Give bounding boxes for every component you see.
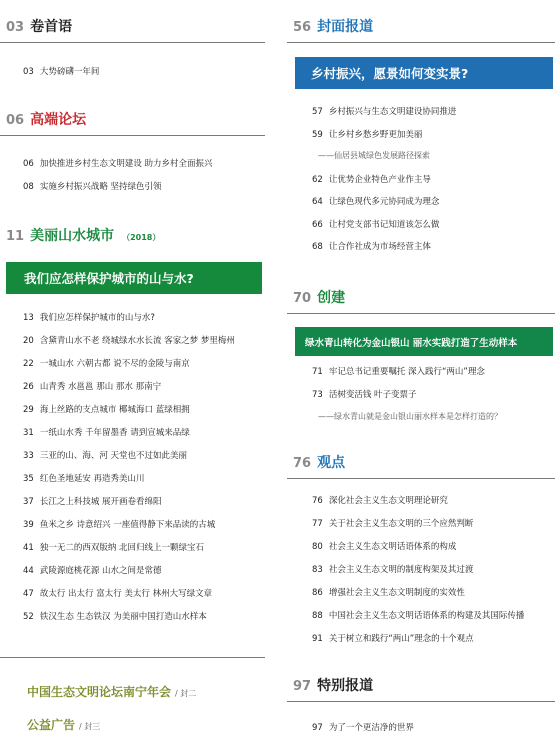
toc-item-title: 一城山水 六朝古都 说不尽的金陵与南京 (39, 359, 190, 369)
toc-item[interactable] (23, 426, 190, 438)
toc-item-title: 故太行 出太行 富太行 美太行 林州大写绿文章 (39, 589, 213, 599)
section-number: 56 (293, 20, 312, 35)
toc-item[interactable] (23, 587, 212, 599)
toc-item-title: 让乡村乡愁乡野更加美丽 (328, 129, 423, 140)
toc-item-title: 社会主义生态文明话语体系的构成 (328, 542, 457, 552)
toc-page-number: 86 (312, 588, 323, 598)
section-title: 特别报道 (317, 678, 374, 694)
toc-item-title: 中国社会主义生态文明话语体系的构建及其国际传播 (328, 611, 525, 621)
toc-page-number: 20 (23, 336, 34, 346)
toc-item[interactable] (23, 334, 235, 346)
toc-item[interactable] (23, 472, 145, 484)
section-title: 高端论坛 (30, 112, 87, 128)
section-head-cover (293, 16, 373, 36)
section-number: 76 (293, 456, 312, 471)
toc-item-title: 鱼米之乡 诗意绍兴 一座值得静下来品读的古城 (39, 520, 216, 530)
toc-page-number: 64 (312, 197, 323, 207)
toc-item[interactable] (312, 240, 431, 252)
toc-page-number: 76 (312, 496, 323, 506)
toc-item[interactable] (312, 128, 422, 140)
section-rule (287, 478, 555, 479)
toc-page-number: 29 (23, 405, 34, 415)
toc-item[interactable]: 06 加快推进乡村生态文明建设 助力乡村全面振兴 (23, 159, 213, 169)
toc-page-number: 66 (312, 219, 323, 230)
toc-item[interactable] (23, 564, 162, 576)
toc-page-number: 31 (23, 428, 34, 438)
toc-item-title: 让优势企业特色产业作主导 (328, 174, 431, 185)
create-banner: 绿水青山转化为金山银山 丽水实践打造了生动样本 (295, 327, 553, 356)
toc-page-number: 39 (23, 520, 34, 530)
footer-nanning[interactable]: 中国生态文明论坛南宁年会 / 封二 (27, 685, 197, 699)
toc-page-number: 37 (23, 497, 34, 507)
cover-banner: 乡村振兴，愿景如何变实景? (295, 57, 553, 89)
toc-item-title: 乡村振兴与生态文明建设协同推进 (328, 107, 457, 117)
toc-page-number: 52 (23, 612, 34, 622)
toc-item-title: 活树变活钱 叶子变票子 (328, 390, 417, 400)
toc-item-title: 增强社会主义生态文明制度的实效性 (328, 588, 465, 598)
toc-item-title: 我们应怎样保护城市的山与水? (39, 313, 155, 323)
toc-item-title: 为了一个更洁净的世界 (328, 723, 414, 733)
footer-ads[interactable]: 公益广告 / 封三 (27, 718, 101, 732)
toc-item-title: 让绿色现代多元协同成为理念 (328, 197, 440, 207)
toc-item[interactable] (312, 365, 485, 377)
toc-item[interactable] (312, 388, 417, 400)
toc-item[interactable]: 03 大势磅礴一年间 (23, 67, 100, 77)
toc-item-title: 牢记总书记重要嘱托 深入践行“两山”理念 (328, 367, 485, 377)
toc-item-title: 让合作社成为市场经营主体 (328, 242, 431, 252)
toc-page-number: 22 (23, 359, 34, 369)
section-head-cities (6, 225, 160, 245)
toc-item[interactable] (23, 311, 155, 323)
toc-item-title: 深化社会主义生态文明理论研究 (328, 496, 448, 506)
section-subtitle: （2018） (122, 233, 161, 242)
toc-page-number: 71 (312, 367, 323, 377)
section-number: 06 (6, 113, 25, 128)
toc-page-number: 41 (23, 543, 34, 553)
toc-page-number: 57 (312, 107, 323, 117)
toc-item-title: 三亚的山、海、河 天堂也不过如此美丽 (39, 451, 188, 461)
toc-item-title: ——仙居县城绿色发展路径探索 (318, 151, 430, 160)
toc-subtitle (318, 411, 502, 422)
toc-item[interactable] (23, 518, 215, 530)
section-head-views (293, 452, 345, 472)
toc-page-number: 13 (23, 313, 34, 323)
toc-item[interactable] (312, 105, 456, 117)
toc-page-number: 88 (312, 611, 323, 621)
toc-item-title: 关于社会主义生态文明的三个应然判断 (328, 519, 474, 529)
toc-item-title: 一纸山水秀 千年留墨香 请到宣城来品绿 (39, 428, 190, 438)
toc-item-title: 长江之上科技城 展开画卷看绵阳 (39, 497, 162, 507)
section-number: 03 (6, 20, 25, 35)
toc-page-number: 33 (23, 451, 34, 461)
toc-item-title: 让村党支部书记知道该怎么做 (328, 219, 440, 230)
toc-page-number: 80 (312, 542, 323, 552)
section-title: 美丽山水城市 (30, 228, 115, 244)
toc-page-number: 91 (312, 634, 323, 644)
section-number: 70 (293, 291, 312, 306)
toc-page-number: 44 (23, 566, 34, 576)
toc-item[interactable] (23, 357, 190, 369)
toc-page-number: 97 (312, 723, 323, 733)
toc-page-number: 47 (23, 589, 34, 599)
toc-item[interactable] (23, 541, 204, 553)
section-title: 创建 (317, 290, 346, 306)
section-head-forum (6, 109, 86, 129)
toc-item[interactable] (23, 449, 187, 461)
toc-item[interactable] (312, 721, 414, 733)
toc-item[interactable]: 08 实施乡村振兴战略 坚持绿色引领 (23, 182, 162, 192)
toc-item-title: 武陵源庭桃花源 山水之间是常德 (39, 566, 162, 576)
section-title: 封面报道 (317, 19, 374, 35)
section-rule (287, 701, 555, 702)
section-rule (0, 42, 265, 43)
toc-item[interactable] (312, 195, 439, 207)
section-rule (0, 135, 265, 136)
toc-page-number: 62 (312, 174, 323, 185)
toc-page-number: 77 (312, 519, 323, 529)
section-title: 观点 (317, 455, 346, 471)
toc-item-title: 关于树立和践行“两山”理念的十个观点 (328, 634, 474, 644)
section-head-create (293, 287, 345, 307)
toc-item[interactable] (312, 494, 448, 506)
toc-page-number: 35 (23, 474, 34, 484)
toc-item[interactable] (23, 495, 162, 507)
toc-page-number: 73 (312, 390, 323, 400)
toc-item[interactable] (312, 609, 524, 621)
toc-item-title: 社会主义生态文明的制度构架及其过渡 (328, 565, 474, 575)
toc-item[interactable] (312, 218, 439, 230)
toc-subtitle (318, 150, 430, 161)
toc-page-number: 68 (312, 242, 323, 252)
toc-item-title: 独一无二的西双版纳 北回归线上一颗绿宝石 (39, 543, 205, 553)
toc-item[interactable] (312, 563, 473, 575)
toc-item[interactable] (312, 173, 431, 185)
section-number: 97 (293, 679, 312, 694)
toc-page-number: 26 (23, 382, 34, 392)
toc-item-title: 山青秀 水邕邕 那山 那水 那南宁 (39, 382, 162, 392)
toc-item-title: ——绿水青山就是金山银山丽水样本是怎样打造的？ (318, 412, 502, 421)
toc-item[interactable] (312, 517, 473, 529)
section-head-preface (6, 16, 72, 36)
toc-item[interactable] (23, 610, 207, 622)
toc-item[interactable] (312, 540, 456, 552)
toc-item[interactable] (312, 632, 474, 644)
toc-page-number: 59 (312, 129, 323, 140)
toc-item-title: 海上丝路的支点城市 椰城海口 蓝绿相拥 (39, 405, 190, 415)
section-number: 11 (6, 229, 25, 244)
toc-item-title: 铁汉生态 生态铁汉 为美丽中国打造山水样本 (39, 612, 207, 622)
toc-item-title: 含黛青山水不老 绕城绿水水长流 客家之梦 梦里梅州 (39, 336, 235, 346)
toc-item-title: 红色圣地延安 再造秀美山川 (39, 474, 145, 484)
cities-banner: 我们应怎样保护城市的山与水? (6, 262, 262, 294)
section-rule (287, 313, 555, 314)
toc-item[interactable] (23, 403, 190, 415)
toc-item[interactable] (23, 380, 161, 392)
toc-page-number: 83 (312, 565, 323, 575)
section-head-special (293, 675, 373, 695)
section-title: 卷首语 (30, 19, 73, 35)
footer-rule (0, 657, 265, 658)
section-rule (287, 42, 555, 43)
toc-item[interactable] (312, 586, 465, 598)
